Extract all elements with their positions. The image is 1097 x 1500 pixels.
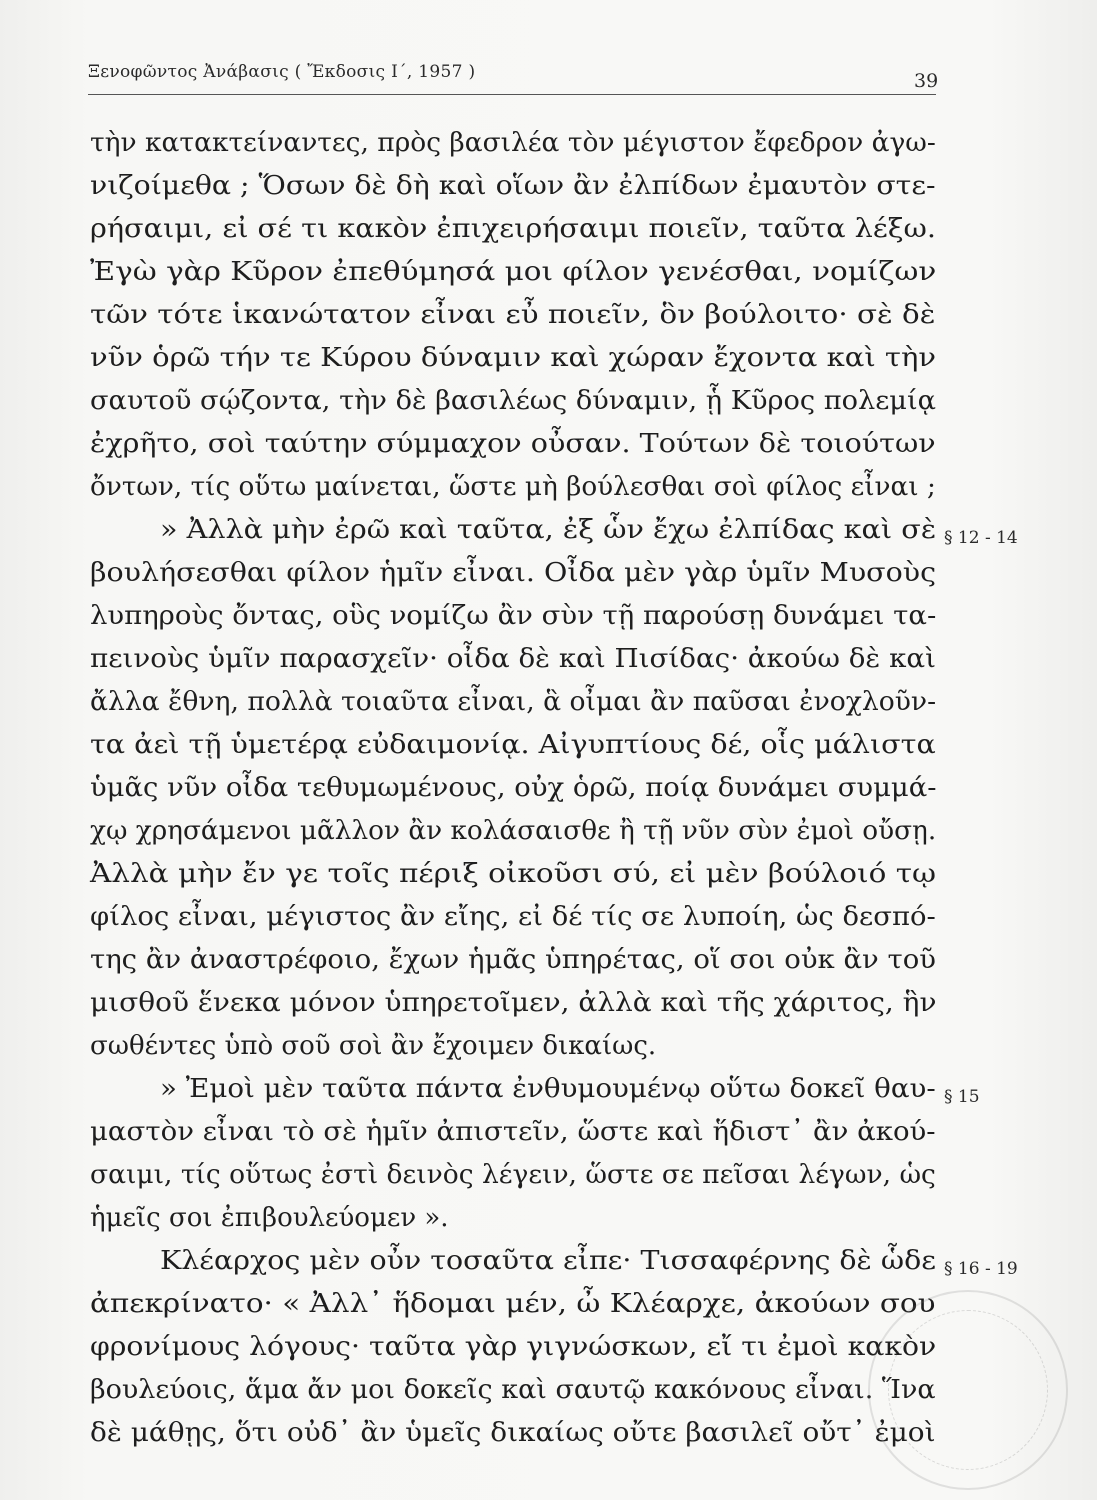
text-line: ρήσαιμι, εἰ σέ τι κακὸν ἐπιχειρήσαιμι ποιεῖν, ταῦτα λέξω. bbox=[90, 214, 937, 244]
text-line: σωθέντες ὑπὸ σοῦ σοὶ ἂν ἔχοιμεν δικαίως. bbox=[90, 1031, 657, 1061]
section-marker: § 12 - 14 bbox=[944, 528, 1018, 548]
text-line: ἐχρῆτο, σοὶ ταύτην σύμμαχον οὖσαν. Τούτων δὲ τοιούτων bbox=[90, 429, 936, 459]
text-line: της ἂν ἀναστρέφοιο, ἔχων ἡμᾶς ὑπηρέτας, οἵ σοι οὐκ ἂν τοῦ bbox=[90, 945, 936, 975]
text-line: τῶν τότε ἱκανώτατον εἶναι εὖ ποιεῖν, ὃν βούλοιτο· σὲ δὲ bbox=[90, 300, 936, 330]
text-line: φρονίμους λόγους· ταῦτα γὰρ γιγνώσκων, εἴ τι ἐμοὶ κακὸν bbox=[90, 1332, 937, 1362]
text-line: ὄντων, τίς οὕτω μαίνεται, ὥστε μὴ βούλεσθαι σοὶ φίλος εἶναι ; bbox=[90, 472, 936, 502]
page-number: 39 bbox=[914, 70, 939, 92]
text-line: ἀπεκρίνατο· « Ἀλλ᾽ ἥδομαι μέν, ὦ Κλέαρχε, ἀκούων σου bbox=[90, 1289, 936, 1319]
text-line: νῦν ὁρῶ τήν τε Κύρου δύναμιν καὶ χώραν ἔχοντα καὶ τὴν bbox=[90, 343, 937, 373]
text-line: » Ἐμοὶ μὲν ταῦτα πάντα ἐνθυμουμένῳ οὕτω δοκεῖ θαυ- bbox=[160, 1074, 936, 1104]
text-line: Ἀλλὰ μὴν ἔν γε τοῖς πέριξ οἰκοῦσι σύ, εἰ μὲν βούλοιό τῳ bbox=[90, 859, 937, 889]
section-marker: § 15 bbox=[944, 1087, 980, 1107]
text-line: Κλέαρχος μὲν οὖν τοσαῦτα εἶπε· Τισσαφέρνης δὲ ὧδε bbox=[160, 1246, 936, 1276]
text-line: φίλος εἶναι, μέγιστος ἂν εἴης, εἰ δέ τίς σε λυποίη, ὡς δεσπό- bbox=[90, 902, 936, 932]
text-line: νιζοίμεθα ; Ὅσων δὲ δὴ καὶ οἵων ἂν ἐλπίδων ἐμαυτὸν στε- bbox=[90, 171, 936, 201]
text-line: πεινοὺς ὑμῖν παρασχεῖν· οἶδα δὲ καὶ Πισίδας· ἀκούω δὲ καὶ bbox=[90, 644, 936, 674]
text-line: ἄλλα ἔθνη, πολλὰ τοιαῦτα εἶναι, ἃ οἶμαι ἂν παῦσαι ἐνοχλοῦν- bbox=[90, 687, 937, 717]
text-line: δὲ μάθῃς, ὅτι οὐδ᾽ ἂν ὑμεῖς δικαίως οὔτε βασιλεῖ οὔτ᾽ ἐμοὶ bbox=[90, 1418, 936, 1448]
text-line: τα ἀεὶ τῇ ὑμετέρᾳ εὐδαιμονίᾳ. Αἰγυπτίους δέ, οἷς μάλιστα bbox=[90, 730, 936, 760]
text-line: ὑμᾶς νῦν οἶδα τεθυμωμένους, οὐχ ὁρῶ, ποίᾳ δυνάμει συμμά- bbox=[90, 773, 937, 803]
text-line: » Ἀλλὰ μὴν ἐρῶ καὶ ταῦτα, ἐξ ὧν ἔχω ἐλπίδας καὶ σὲ bbox=[160, 515, 937, 545]
text-line: Ἐγὼ γὰρ Κῦρον ἐπεθύμησά μοι φίλον γενέσθαι, νομίζων bbox=[90, 257, 937, 287]
library-stamp bbox=[868, 1290, 1068, 1490]
text-line: βουλήσεσθαι φίλον ἡμῖν εἶναι. Οἶδα μὲν γὰρ ὑμῖν Μυσοὺς bbox=[90, 558, 937, 588]
text-line: σαυτοῦ σῴζοντα, τὴν δὲ βασιλέως δύναμιν, ᾗ Κῦρος πολεμίᾳ bbox=[90, 386, 937, 416]
running-title: Ξενοφῶντος Ἀνάβασις ( Ἔκδοσις Ι΄, 1957 ) bbox=[88, 62, 476, 82]
text-line: μαστὸν εἶναι τὸ σὲ ἡμῖν ἀπιστεῖν, ὥστε καὶ ἥδιστ᾽ ἂν ἀκού- bbox=[90, 1117, 936, 1147]
text-line: βουλεύοις, ἅμα ἄν μοι δοκεῖς καὶ σαυτῷ κακόνους εἶναι. Ἵνα bbox=[90, 1375, 936, 1405]
text-line: σαιμι, τίς οὕτως ἐστὶ δεινὸς λέγειν, ὥστε σε πεῖσαι λέγων, ὡς bbox=[90, 1160, 936, 1190]
text-line: μισθοῦ ἕνεκα μόνον ὑπηρετοῖμεν, ἀλλὰ καὶ τῆς χάριτος, ἣν bbox=[90, 988, 937, 1018]
text-line: τὴν κατακτείναντες, πρὸς βασιλέα τὸν μέγιστον ἔφεδρον ἀγω- bbox=[90, 128, 936, 158]
text-line: λυπηροὺς ὄντας, οὓς νομίζω ἂν σὺν τῇ παρούσῃ δυνάμει τα- bbox=[90, 601, 937, 631]
text-line: ἡμεῖς σοι ἐπιβουλεύομεν ». bbox=[90, 1203, 449, 1233]
text-line: χῳ χρησάμενοι μᾶλλον ἂν κολάσαισθε ἢ τῇ νῦν σὺν ἐμοὶ οὔσῃ. bbox=[90, 816, 937, 846]
header-rule bbox=[88, 94, 936, 95]
section-marker: § 16 - 19 bbox=[944, 1259, 1018, 1279]
